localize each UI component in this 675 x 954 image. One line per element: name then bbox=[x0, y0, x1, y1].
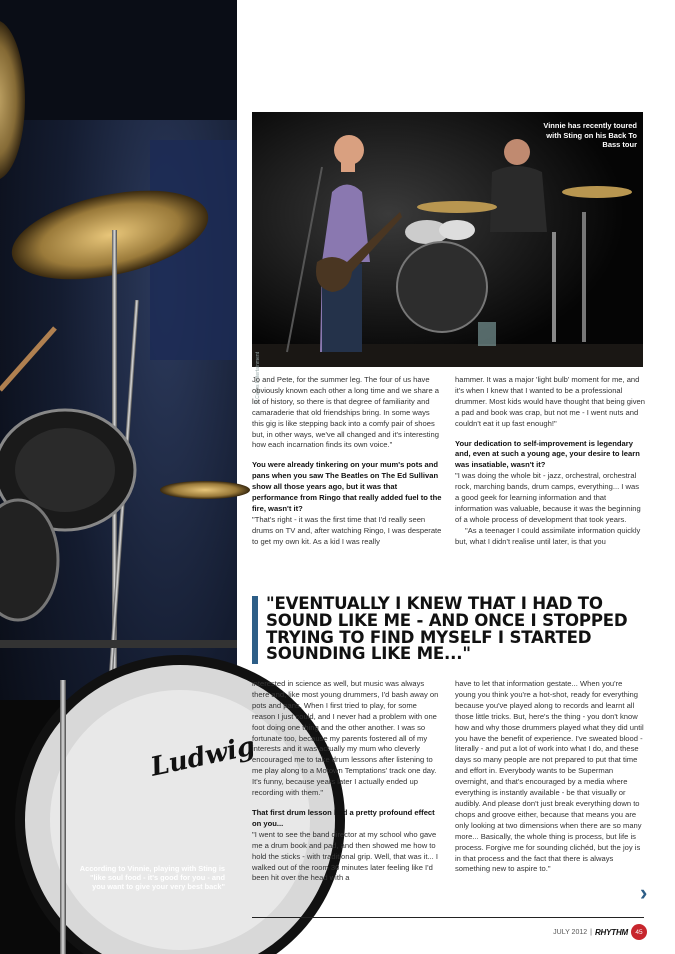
drum-kit-illustration bbox=[0, 0, 237, 954]
paragraph: have to let that information gestate... When you're young you think you're a hot-shot, ready for everything because you've played along to records and learnt all those little tricks. But, here's the thing - you don't know how and why those drummers played what they did until you have the benefit of experience. I've sweated blood - literally - and put a lot of work into what I do, and these days so many people are not prepared to put that time and effort in. Everybody wants to be Superman overnight, and that's encouraged by a media where everything is instantly available - be that visually or audibly. And please don't just break everything down to chops and groove either, because that means you are only looking at two dimensions when there are so many more... Basically, the whole thing is process, but life is process. Forgive me for sounding clichéd, but the joy is in that process and the fact that there is always something new to aspire to." bbox=[455, 679, 644, 874]
paragraph: "I went to see the band director at my school who gave me a drum book and pad, and then showed me how to hold the sticks - with traditional grip. Well, that was it... I walked out of the room 30 minutes later feeling like I'd been hit over the head with a bbox=[252, 829, 438, 883]
paragraph: "That's right - it was the first time that I'd really seen drums on TV and, after watching Ringo, I was desperate to get my own kit. As a kid I was really bbox=[252, 514, 442, 546]
pull-quote-text: "EVENTUALLY I KNEW THAT I HAD TO SOUND LIKE ME - AND ONCE I STOPPED TRYING TO FIND MYSELF I STARTED SOUNDING LIKE ME..." bbox=[266, 594, 628, 664]
paragraph: interested in science as well, but music was always there and, like most young drummers, I'd bash away on pots and pans. When I first tried to play, for some reason I just could, and I never had a problem with one foot doing one thing and the other another. I was so fortunate too, because my parents fostered all of my interests and it was actually my mum who cleverly encouraged me to take drum lessons after listening to me play along to a Motown Temptations' track one day. It's funny, because years later I actually ended up recording with them." bbox=[252, 679, 439, 798]
interview-question: Your dedication to self-improvement is legendary and, even at such a young age, your desire to learn was insatiable, wasn't it? bbox=[455, 438, 640, 470]
article-column-1 bbox=[252, 375, 442, 548]
interview-question: You were already tinkering on your mum's pots and pans when you saw The Beatles on The Ed Sullivan show all those years ago, but it was that performance from Ringo that really added fuel to the fire, wasn't it? bbox=[252, 460, 442, 513]
interview-question: That first drum lesson had a pretty profound effect on you... bbox=[252, 807, 435, 828]
paragraph: "I was doing the whole bit - jazz, orchestral, orchestral rock, marching bands, drum camps, everything... I was a good geek for learning information and that information was valuable, because it was the beginning of a whole process of development that took years. bbox=[455, 471, 641, 524]
paragraph: hammer. It was a major 'light bulb' moment for me, and it's when I knew that I wanted to be a professional drummer. Most kids would have thought that being given a pad and book was crap, but not me - I went nuts and couldn't eat it up fast enough!" bbox=[455, 375, 645, 428]
issue-date: JULY 2012 bbox=[553, 928, 588, 936]
page-folio bbox=[553, 924, 647, 940]
paragraph: Jo and Pete, for the summer leg. The four of us have obviously known each other a long time and we share a lot of history, so there is that degree of familiarity and camaraderie that old friendships bring. In some ways this gig is like stepping back into a comfy pair of shoes but, in other ways, we've all changed and it's interesting how each incarnation finds its own voice." bbox=[252, 375, 440, 450]
pull-quote-bar bbox=[252, 596, 258, 664]
left-photo-caption: According to Vinnie, playing with Sting is "like soul food - it's good for you - and you want to give your very best back" bbox=[79, 864, 225, 891]
page-number: 45 bbox=[631, 924, 647, 940]
article-column-2 bbox=[455, 375, 645, 548]
bass-drum-logo: Ludwig bbox=[148, 731, 258, 783]
pull-quote bbox=[252, 596, 647, 666]
footer-rule bbox=[252, 917, 644, 918]
article-column-3 bbox=[252, 679, 442, 884]
magazine-name: RHYTHM bbox=[594, 927, 628, 937]
article-column-4 bbox=[455, 679, 645, 875]
continue-arrow-icon: › bbox=[640, 880, 648, 905]
top-photo-caption: Vinnie has recently toured with Sting on his Back To Bass tour bbox=[543, 121, 637, 149]
paragraph: "As a teenager I could assimilate information quickly but, what I didn't realise until later, is that you bbox=[455, 525, 641, 546]
photo-credit: © Cubes Entertainment bbox=[255, 351, 261, 404]
folio-separator: | bbox=[590, 928, 592, 936]
concert-illustration bbox=[252, 112, 643, 367]
